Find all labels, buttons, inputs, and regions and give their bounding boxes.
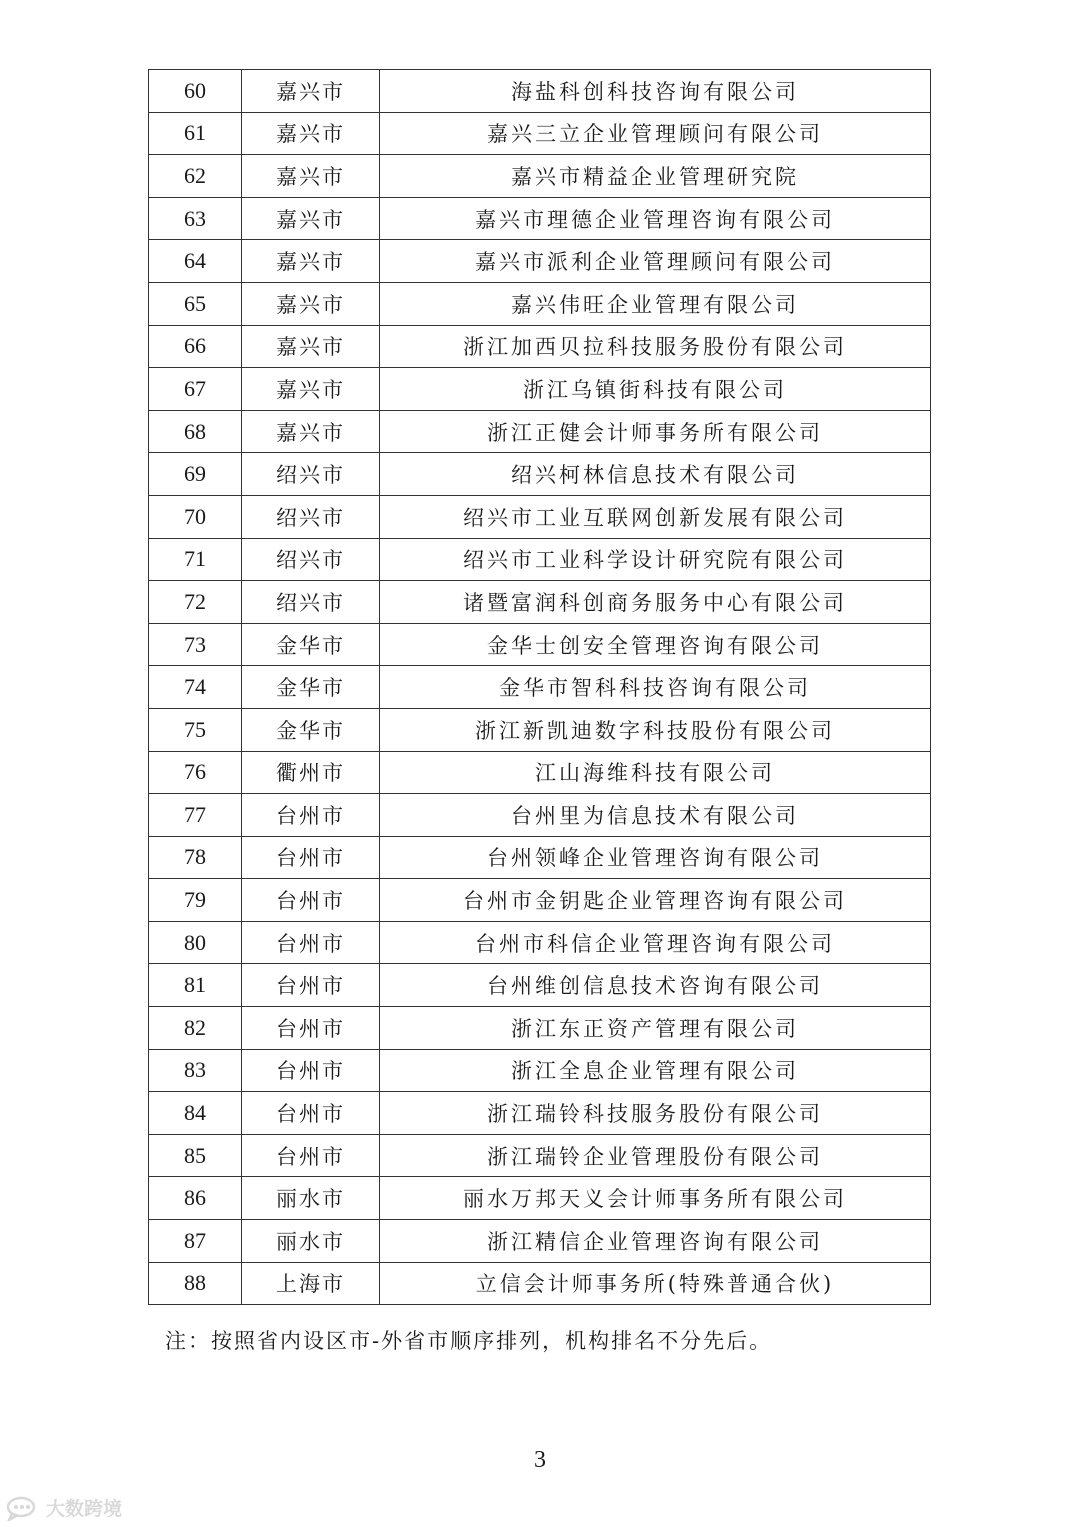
organization-cell: 金华士创安全管理咨询有限公司 [380,623,931,666]
city-cell: 台州市 [242,1092,380,1135]
city-cell: 台州市 [242,1007,380,1050]
row-number-cell: 82 [149,1007,242,1050]
city-cell: 嘉兴市 [242,325,380,368]
row-number-cell: 61 [149,112,242,155]
row-number-cell: 88 [149,1262,242,1305]
institution-table [148,69,931,1305]
organization-cell: 绍兴柯林信息技术有限公司 [380,453,931,496]
city-cell: 台州市 [242,964,380,1007]
row-number-cell: 83 [149,1049,242,1092]
row-number-cell: 75 [149,708,242,751]
organization-cell: 丽水万邦天义会计师事务所有限公司 [380,1177,931,1220]
city-cell: 台州市 [242,836,380,879]
table-row [149,1049,931,1092]
row-number-cell: 80 [149,921,242,964]
city-cell: 上海市 [242,1262,380,1305]
organization-cell: 台州市科信企业管理咨询有限公司 [380,921,931,964]
page-number: 3 [534,1447,546,1473]
table-row [149,708,931,751]
city-cell: 嘉兴市 [242,70,380,113]
organization-cell: 海盐科创科技咨询有限公司 [380,70,931,113]
organization-cell: 嘉兴市理德企业管理咨询有限公司 [380,197,931,240]
organization-cell: 嘉兴市精益企业管理研究院 [380,155,931,198]
organization-cell: 浙江正健会计师事务所有限公司 [380,410,931,453]
city-cell: 绍兴市 [242,581,380,624]
table-row [149,1262,931,1305]
watermark-text: 大数跨境 [46,1498,123,1520]
row-number-cell: 67 [149,368,242,411]
organization-cell: 浙江精信企业管理咨询有限公司 [380,1220,931,1263]
city-cell: 台州市 [242,879,380,922]
table-row [149,282,931,325]
organization-cell: 嘉兴市派利企业管理顾问有限公司 [380,240,931,283]
row-number-cell: 68 [149,410,242,453]
organization-cell: 浙江新凯迪数字科技股份有限公司 [380,708,931,751]
table-row [149,70,931,113]
organization-cell: 嘉兴三立企业管理顾问有限公司 [380,112,931,155]
row-number-cell: 65 [149,282,242,325]
row-number-cell: 77 [149,794,242,837]
organization-cell: 台州市金钥匙企业管理咨询有限公司 [380,879,931,922]
organization-cell: 台州维创信息技术咨询有限公司 [380,964,931,1007]
row-number-cell: 71 [149,538,242,581]
table-row [149,794,931,837]
table-row [149,964,931,1007]
table-row [149,921,931,964]
city-cell: 台州市 [242,794,380,837]
organization-cell: 浙江瑞铃科技服务股份有限公司 [380,1092,931,1135]
city-cell: 绍兴市 [242,495,380,538]
table-row [149,1177,931,1220]
city-cell: 台州市 [242,921,380,964]
table-row [149,453,931,496]
table-row [149,155,931,198]
watermark [6,1494,122,1521]
table-row [149,112,931,155]
organization-cell: 浙江乌镇街科技有限公司 [380,368,931,411]
city-cell: 嘉兴市 [242,410,380,453]
table-row [149,1092,931,1135]
city-cell: 嘉兴市 [242,368,380,411]
table-body [149,70,931,1305]
table-row [149,751,931,794]
row-number-cell: 62 [149,155,242,198]
row-number-cell: 78 [149,836,242,879]
city-cell: 丽水市 [242,1220,380,1263]
row-number-cell: 74 [149,666,242,709]
table-row [149,410,931,453]
table-row [149,1220,931,1263]
organization-cell: 台州领峰企业管理咨询有限公司 [380,836,931,879]
city-cell: 嘉兴市 [242,112,380,155]
row-number-cell: 63 [149,197,242,240]
city-cell: 台州市 [242,1134,380,1177]
city-cell: 嘉兴市 [242,155,380,198]
city-cell: 金华市 [242,666,380,709]
table-row [149,581,931,624]
table-row [149,538,931,581]
organization-cell: 绍兴市工业互联网创新发展有限公司 [380,495,931,538]
city-cell: 台州市 [242,1049,380,1092]
table-row [149,879,931,922]
city-cell: 衢州市 [242,751,380,794]
city-cell: 嘉兴市 [242,282,380,325]
organization-cell: 浙江瑞铃企业管理股份有限公司 [380,1134,931,1177]
city-cell: 嘉兴市 [242,240,380,283]
table-row [149,1007,931,1050]
city-cell: 金华市 [242,623,380,666]
organization-cell: 台州里为信息技术有限公司 [380,794,931,837]
row-number-cell: 64 [149,240,242,283]
row-number-cell: 76 [149,751,242,794]
row-number-cell: 60 [149,70,242,113]
table-row [149,495,931,538]
city-cell: 金华市 [242,708,380,751]
organization-cell: 绍兴市工业科学设计研究院有限公司 [380,538,931,581]
organization-cell: 浙江东正资产管理有限公司 [380,1007,931,1050]
speech-bubble-logo-icon [6,1495,40,1521]
city-cell: 绍兴市 [242,538,380,581]
organization-cell: 浙江全息企业管理有限公司 [380,1049,931,1092]
row-number-cell: 81 [149,964,242,1007]
row-number-cell: 73 [149,623,242,666]
table-row [149,325,931,368]
row-number-cell: 79 [149,879,242,922]
row-number-cell: 86 [149,1177,242,1220]
row-number-cell: 72 [149,581,242,624]
row-number-cell: 66 [149,325,242,368]
organization-cell: 立信会计师事务所(特殊普通合伙) [380,1262,931,1305]
organization-cell: 江山海维科技有限公司 [380,751,931,794]
table-row [149,197,931,240]
organization-cell: 金华市智科科技咨询有限公司 [380,666,931,709]
organization-cell: 浙江加西贝拉科技服务股份有限公司 [380,325,931,368]
table-row [149,623,931,666]
row-number-cell: 70 [149,495,242,538]
city-cell: 丽水市 [242,1177,380,1220]
organization-cell: 嘉兴伟旺企业管理有限公司 [380,282,931,325]
row-number-cell: 87 [149,1220,242,1263]
row-number-cell: 69 [149,453,242,496]
city-cell: 绍兴市 [242,453,380,496]
row-number-cell: 85 [149,1134,242,1177]
city-cell: 嘉兴市 [242,197,380,240]
organization-cell: 诸暨富润科创商务服务中心有限公司 [380,581,931,624]
table-row [149,836,931,879]
table-row [149,666,931,709]
table-row [149,240,931,283]
footnote: 注：按照省内设区市-外省市顺序排列，机构排名不分先后。 [165,1329,773,1353]
table-row [149,368,931,411]
row-number-cell: 84 [149,1092,242,1135]
table-row [149,1134,931,1177]
